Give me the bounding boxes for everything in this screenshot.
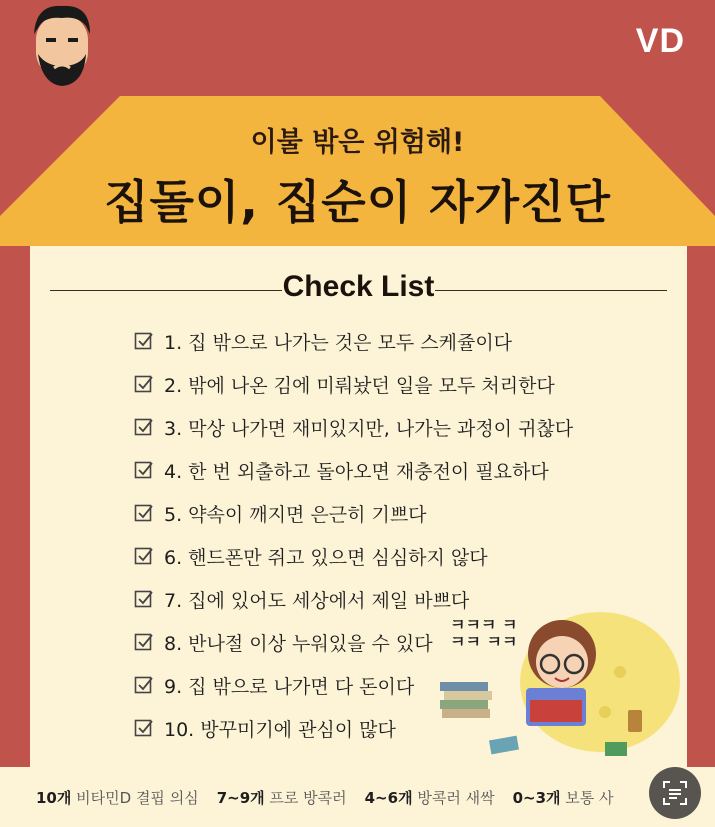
scan-text-icon — [662, 780, 688, 806]
checklist-item[interactable] — [134, 412, 573, 442]
scan-text-button[interactable] — [649, 767, 701, 819]
score-label: 방콕러 새싹 — [417, 789, 495, 807]
checklist-item[interactable] — [134, 541, 488, 571]
score-count: 7~9개 — [216, 789, 265, 807]
checklist-item-label: 1. 집 밖으로 나가는 것은 모두 스케쥴이다 — [164, 331, 513, 354]
checklist-title: Check List — [282, 270, 435, 303]
checklist-item-label: 6. 핸드폰만 쥐고 있으면 심심하지 않다 — [164, 546, 488, 569]
checklist-item-label: 8. 반나절 이상 누워있을 수 있다 — [164, 632, 433, 655]
checkbox-icon[interactable] — [134, 632, 154, 652]
score-legend — [0, 767, 715, 827]
score-label: 보통 사 — [565, 789, 614, 807]
checkbox-icon[interactable] — [134, 718, 154, 738]
checkbox-icon[interactable] — [134, 460, 154, 480]
checklist-item-label: 4. 한 번 외출하고 돌아오면 재충전이 필요하다 — [164, 460, 549, 483]
score-result — [513, 787, 614, 808]
checklist-item[interactable] — [134, 627, 433, 657]
score-result — [365, 787, 495, 808]
divider-right — [435, 290, 667, 291]
checkbox-icon[interactable] — [134, 417, 154, 437]
checklist-item[interactable] — [134, 670, 414, 700]
brand-logo: VD — [635, 22, 685, 60]
score-count: 0~3개 — [512, 789, 561, 807]
score-count: 10개 — [36, 789, 72, 807]
checkbox-icon[interactable] — [134, 589, 154, 609]
checklist-item-label: 9. 집 밖으로 나가면 다 돈이다 — [164, 675, 415, 698]
checklist-item[interactable] — [134, 455, 549, 485]
checklist-item[interactable] — [134, 326, 512, 356]
checklist-item[interactable] — [134, 498, 427, 528]
checkbox-icon[interactable] — [134, 374, 154, 394]
checklist-item[interactable] — [134, 369, 555, 399]
checklist-item-label: 3. 막상 나가면 재미있지만, 나가는 과정이 귀찮다 — [164, 417, 574, 440]
score-label: 프로 방콕러 — [269, 789, 347, 807]
checklist-item-label: 2. 밖에 나온 김에 미뤄놨던 일을 모두 처리한다 — [164, 374, 555, 397]
checkbox-icon[interactable] — [134, 503, 154, 523]
checklist-item[interactable] — [134, 713, 396, 743]
checklist-heading — [30, 270, 687, 310]
score-count: 4~6개 — [364, 789, 413, 807]
checklist-item-label: 5. 약속이 깨지면 은근히 기쁘다 — [164, 503, 427, 526]
checklist-item[interactable] — [134, 584, 469, 614]
checkbox-icon[interactable] — [134, 675, 154, 695]
score-label: 비타민D 결핍 의심 — [76, 789, 199, 807]
checkbox-icon[interactable] — [134, 546, 154, 566]
score-result — [217, 787, 347, 808]
page-subtitle: 이불 밖은 위험해! — [250, 127, 465, 158]
page-title: 집돌이, 집순이 자가진단 — [104, 175, 611, 229]
checklist-item-label: 7. 집에 있어도 세상에서 제일 바쁘다 — [164, 589, 470, 612]
laugh-text: ㅋㅋㅋ ㅋㅋㅋ ㅋㅋ — [450, 615, 518, 651]
avatar — [28, 4, 96, 88]
checklist-panel — [30, 246, 687, 767]
checklist-item-label: 10. 방꾸미기에 관심이 많다 — [164, 718, 396, 741]
score-result — [36, 787, 199, 808]
checkbox-icon[interactable] — [134, 331, 154, 351]
